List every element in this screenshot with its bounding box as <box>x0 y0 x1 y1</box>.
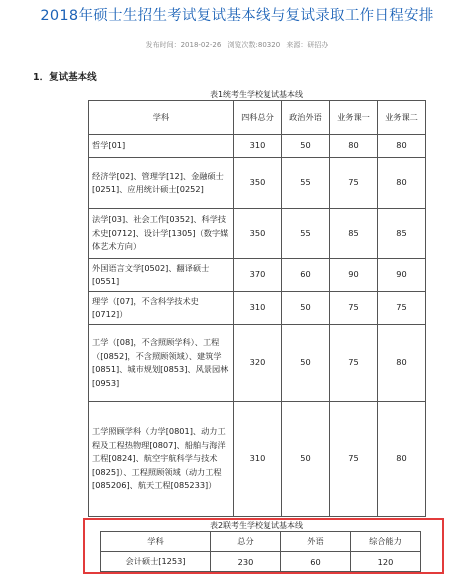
table1-header-row <box>89 101 426 135</box>
cell-subject: 哲学[01] <box>89 135 234 158</box>
cell-subject: 会计硕士[1253] <box>101 552 211 572</box>
table2-caption: 表2联考生学校复试基本线 <box>209 521 304 530</box>
table-row <box>89 292 426 325</box>
table-row <box>89 325 426 402</box>
table1-unified-exam-lines <box>88 100 426 517</box>
cell-subject: 经济学[02]、管理学[12]、金融硕士[0251]、应用统计硕士[0252] <box>89 158 234 209</box>
cell-course-one: 85 <box>330 209 378 259</box>
cell-total: 310 <box>234 292 282 325</box>
col-header-course-one: 业务课一 <box>330 101 378 135</box>
cell-comprehensive-ability: 120 <box>351 552 421 572</box>
cell-subject: 工学照顾学科（力学[0801]、动力工程及工程热物理[0807]、船舶与海洋工程[0824]、航空宇航科学与技术[0825]）、工程照顾领域（动力工程[085206]、航天工程[085233]） <box>89 402 234 517</box>
cell-course-one: 75 <box>330 325 378 402</box>
article-source: 来源：研招办 <box>286 41 329 49</box>
cell-subject: 外国语言文学[0502]、翻译硕士[0551] <box>89 259 234 292</box>
cell-course-one: 75 <box>330 292 378 325</box>
cell-total: 230 <box>211 552 281 572</box>
cell-course-one: 90 <box>330 259 378 292</box>
cell-course-one: 80 <box>330 135 378 158</box>
table2-joint-exam-lines <box>100 531 421 572</box>
cell-subject: 工学（[08]，不含照顾学科）、工程（[0852]，不含照顾领域）、建筑学[0851]、城市规划[0853]、风景园林[0953] <box>89 325 234 402</box>
col-header-politics-language: 政治外语 <box>282 101 330 135</box>
cell-course-two: 85 <box>378 209 426 259</box>
article-meta <box>0 40 474 50</box>
table2-header-row <box>101 532 421 552</box>
col-header-subject: 学科 <box>101 532 211 552</box>
publish-time: 发布时间：2018-02-26 <box>145 41 222 49</box>
col-header-subject: 学科 <box>89 101 234 135</box>
section-heading: 1．复试基本线 <box>33 72 97 83</box>
cell-subject: 法学[03]、社会工作[0352]、科学技术史[0712]、设计学[1305]（数字媒体艺术方向） <box>89 209 234 259</box>
cell-foreign-language: 60 <box>281 552 351 572</box>
cell-subject: 理学（[07]，不含科学技术史[0712]） <box>89 292 234 325</box>
cell-course-two: 80 <box>378 135 426 158</box>
cell-course-one: 75 <box>330 402 378 517</box>
table-row <box>89 259 426 292</box>
col-header-foreign-language: 外语 <box>281 532 351 552</box>
col-header-total: 总分 <box>211 532 281 552</box>
cell-total: 370 <box>234 259 282 292</box>
cell-total: 350 <box>234 209 282 259</box>
cell-politics-language: 50 <box>282 402 330 517</box>
view-count: 浏览次数:80320 <box>227 41 281 49</box>
col-header-comprehensive-ability: 综合能力 <box>351 532 421 552</box>
cell-politics-language: 50 <box>282 135 330 158</box>
col-header-course-two: 业务课二 <box>378 101 426 135</box>
col-header-total: 四科总分 <box>234 101 282 135</box>
table-row <box>89 209 426 259</box>
cell-total: 310 <box>234 402 282 517</box>
cell-total: 350 <box>234 158 282 209</box>
cell-politics-language: 55 <box>282 158 330 209</box>
cell-politics-language: 55 <box>282 209 330 259</box>
cell-course-two: 80 <box>378 158 426 209</box>
table1-caption: 表1统考生学校复试基本线 <box>209 90 304 99</box>
cell-course-one: 75 <box>330 158 378 209</box>
table-row <box>89 135 426 158</box>
cell-course-two: 75 <box>378 292 426 325</box>
article-title: 2018年硕士生招生考试复试基本线与复试录取工作日程安排 <box>40 8 434 24</box>
cell-politics-language: 50 <box>282 292 330 325</box>
cell-course-two: 90 <box>378 259 426 292</box>
cell-total: 320 <box>234 325 282 402</box>
table-row <box>89 158 426 209</box>
cell-politics-language: 60 <box>282 259 330 292</box>
cell-politics-language: 50 <box>282 325 330 402</box>
cell-total: 310 <box>234 135 282 158</box>
cell-course-two: 80 <box>378 325 426 402</box>
cell-course-two: 80 <box>378 402 426 517</box>
table-row <box>89 402 426 517</box>
